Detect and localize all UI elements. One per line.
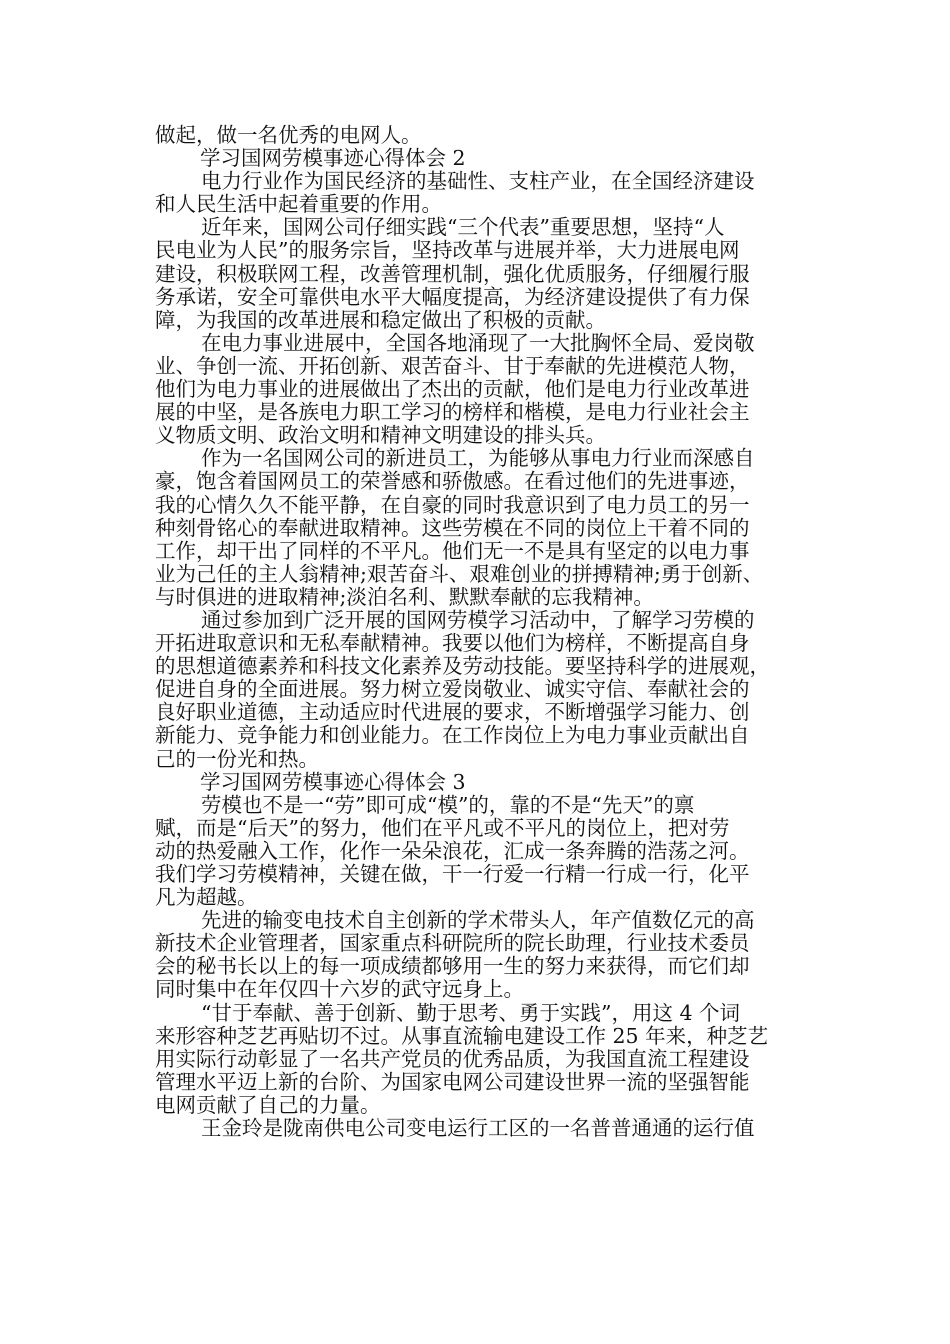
text-line: 赋，而是“后天”的努力，他们在平凡或不平凡的岗位上，把对劳 [155, 815, 730, 840]
text-line: “甘于奉献、善于创新、勤于思考、勇于实践”，用这 4 个词 [201, 1000, 741, 1025]
text-line: 民电业为人民”的服务宗旨，坚持改革与进展并举，大力进展电网 [155, 238, 740, 263]
text-line: 动的热爱融入工作，化作一朵朵浪花，汇成一条奔腾的浩荡之河。 [155, 838, 750, 863]
section-heading: 学习国网劳模事迹心得体会 3 [200, 769, 466, 794]
text-line: 良好职业道德，主动适应时代进展的要求，不断增强学习能力、创 [155, 700, 750, 725]
text-line: 促进自身的全面进展。努力树立爱岗敬业、诚实守信、奉献社会的 [155, 677, 750, 702]
text-line: 工作，却干出了同样的不平凡。他们无一不是具有坚定的以电力事 [155, 538, 750, 563]
text-line: 与时俱进的进取精神;淡泊名利、默默奉献的忘我精神。 [155, 584, 654, 609]
text-line: 建设，积极联网工程，改善管理机制，强化优质服务，仔细履行服 [155, 261, 750, 286]
text-line: 开拓进取意识和无私奉献精神。我要以他们为榜样，不断提高自身 [155, 631, 750, 656]
text-line: 豪，饱含着国网员工的荣誉感和骄傲感。在看过他们的先进事迹， [155, 469, 750, 494]
text-line: 劳模也不是一“劳”即可成“模”的，靠的不是“先天”的禀 [201, 792, 695, 817]
text-line: 管理水平迈上新的台阶、为国家电网公司建设世界一流的坚强智能 [155, 1069, 750, 1094]
text-line: 王金玲是陇南供电公司变电运行工区的一名普普通通的运行值 [201, 1116, 755, 1141]
text-line: 来形容种芝艺再贴切不过。从事直流输电建设工作 25 年来，种芝艺 [155, 1023, 769, 1048]
text-line: 业为己任的主人翁精神;艰苦奋斗、艰难创业的拼搏精神;勇于创新、 [155, 561, 764, 586]
text-line: 新技术企业管理者，国家重点科研院所的院长助理，行业技术委员 [155, 931, 750, 956]
text-line: 己的一份光和热。 [155, 746, 319, 771]
text-line: 作为一名国网公司的新进员工，为能够从事电力行业而深感自 [201, 446, 755, 471]
text-line: 电网贡献了自己的力量。 [155, 1092, 381, 1117]
text-line: 电力行业作为国民经济的基础性、支柱产业，在全国经济建设 [201, 169, 755, 194]
text-line: 展的中坚，是各族电力职工学习的榜样和楷模，是电力行业社会主 [155, 400, 750, 425]
text-line: 他们为电力事业的进展做出了杰出的贡献，他们是电力行业改革进 [155, 377, 750, 402]
text-line: 我的心情久久不能平静，在自豪的同时我意识到了电力员工的另一 [155, 492, 750, 517]
text-line: 会的秘书长以上的每一项成绩都够用一生的努力来获得，而它们却 [155, 954, 750, 979]
section-heading: 学习国网劳模事迹心得体会 2 [200, 146, 466, 171]
text-line: 和人民生活中起着重要的作用。 [155, 192, 442, 217]
text-line: 在电力事业进展中，全国各地涌现了一大批胸怀全局、爱岗敬 [201, 330, 755, 355]
text-line: 凡为超越。 [155, 885, 258, 910]
text-line: 做起，做一名优秀的电网人。 [155, 123, 422, 147]
text-line: 近年来，国网公司仔细实践“三个代表”重要思想，坚持“人 [201, 215, 725, 240]
text-line: 通过参加到广泛开展的国网劳模学习活动中，了解学习劳模的 [201, 607, 755, 632]
text-line: 务承诺，安全可靠供电水平大幅度提高，为经济建设提供了有力保 [155, 284, 750, 309]
text-line: 先进的输变电技术自主创新的学术带头人，年产值数亿元的高 [201, 908, 755, 933]
text-line: 义物质文明、政治文明和精神文明建设的排头兵。 [155, 423, 606, 448]
text-line: 同时集中在年仅四十六岁的武守远身上。 [155, 977, 524, 1002]
document-page [155, 124, 820, 1140]
text-line: 用实际行动彰显了一名共产党员的优秀品质，为我国直流工程建设 [155, 1046, 750, 1071]
text-line: 业、争创一流、开拓创新、艰苦奋斗、甘于奉献的先进模范人物， [155, 353, 750, 378]
text-line: 新能力、竞争能力和创业能力。在工作岗位上为电力事业贡献出自 [155, 723, 750, 748]
text-line: 我们学习劳模精神，关键在做，干一行爱一行精一行成一行，化平 [155, 862, 750, 886]
text-line: 的思想道德素养和科技文化素养及劳动技能。要坚持科学的进展观， [155, 654, 770, 679]
text-line: 障，为我国的改革进展和稳定做出了积极的贡献。 [155, 307, 606, 332]
text-line: 种刻骨铭心的奉献进取精神。这些劳模在不同的岗位上干着不同的 [155, 515, 750, 540]
